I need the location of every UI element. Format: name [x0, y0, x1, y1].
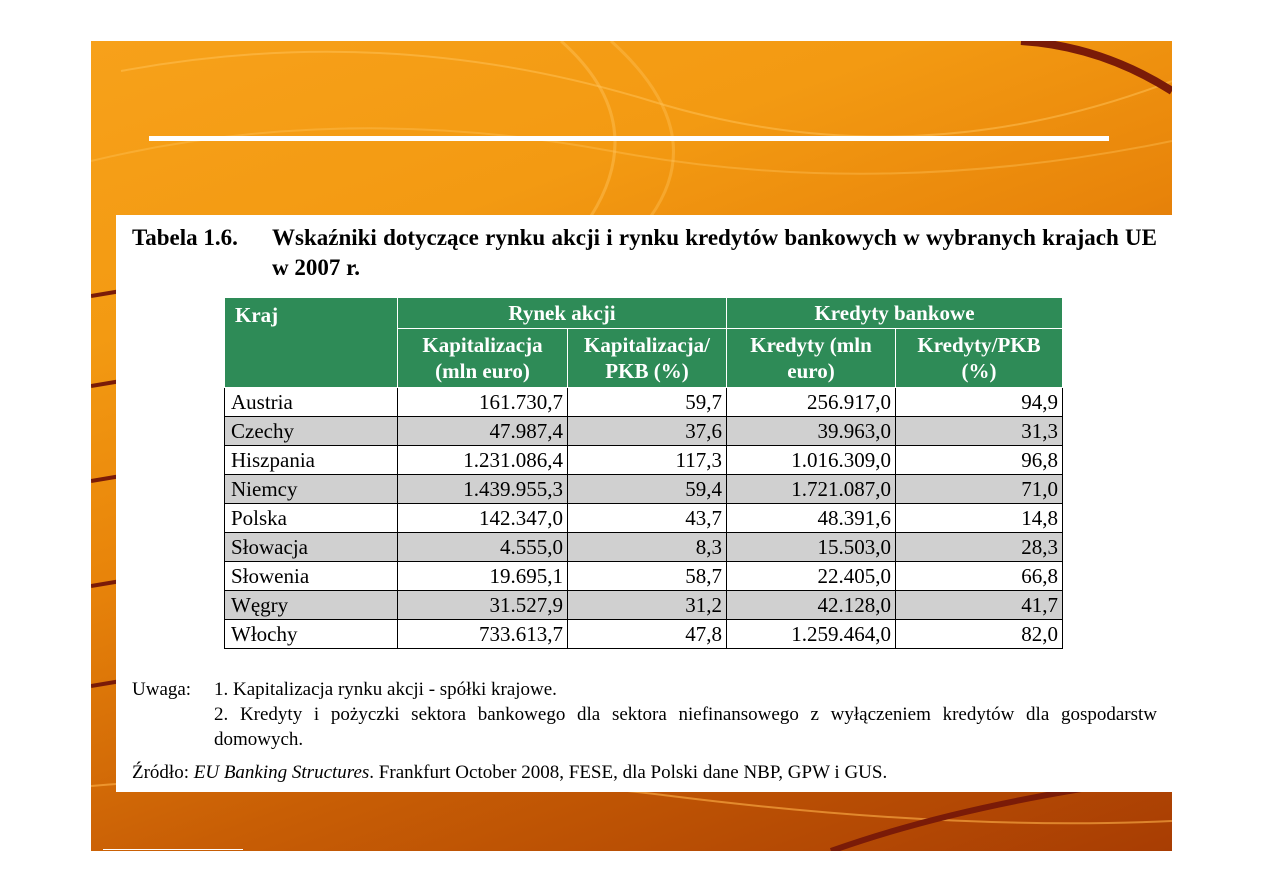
capitalization-pkb-cell: 59,4 [568, 475, 727, 504]
table-row [225, 504, 1063, 533]
capitalization-pkb-cell: 37,6 [568, 417, 727, 446]
title-underline [149, 136, 1109, 141]
credits-cell: 42.128,0 [727, 591, 896, 620]
table-row [225, 533, 1063, 562]
header-group-credits: Kredyty bankowe [727, 298, 1063, 329]
header-capitalization: Kapitalizacja (mln euro) [398, 329, 568, 388]
credits-pkb-cell: 96,8 [896, 446, 1063, 475]
credits-cell: 1.016.309,0 [727, 446, 896, 475]
capitalization-pkb-cell: 31,2 [568, 591, 727, 620]
caption-text: Wskaźniki dotyczące rynku akcji i rynku kredytów bankowych w wybranych krajach UE w 2007 r. [272, 225, 1157, 280]
header-credits-pkb: Kredyty/PKB (%) [896, 329, 1063, 388]
footer-rule [103, 849, 243, 850]
country-cell: Hiszpania [225, 446, 398, 475]
credits-pkb-cell: 14,8 [896, 504, 1063, 533]
table-row [225, 446, 1063, 475]
table-image-panel [116, 215, 1172, 792]
source-line [132, 760, 1157, 785]
table-row [225, 620, 1063, 649]
notes-label: Uwaga: [132, 679, 192, 700]
note-1: 1. Kapitalizacja rynku akcji - spółki krajowe. [214, 679, 557, 700]
table-caption [132, 223, 1157, 283]
credits-cell: 256.917,0 [727, 388, 896, 417]
source-label: Źródło: [132, 762, 189, 783]
table-row [225, 591, 1063, 620]
credits-cell: 48.391,6 [727, 504, 896, 533]
source-details: . Frankfurt October 2008, FESE, dla Polski dane NBP, GPW i GUS. [369, 762, 888, 783]
country-cell: Węgry [225, 591, 398, 620]
capitalization-cell: 47.987,4 [398, 417, 568, 446]
credits-pkb-cell: 66,8 [896, 562, 1063, 591]
header-group-stocks: Rynek akcji [398, 298, 727, 329]
country-cell: Włochy [225, 620, 398, 649]
credits-cell: 39.963,0 [727, 417, 896, 446]
credits-cell: 15.503,0 [727, 533, 896, 562]
table-row [225, 388, 1063, 417]
data-table [224, 297, 1063, 649]
country-cell: Polska [225, 504, 398, 533]
credits-pkb-cell: 31,3 [896, 417, 1063, 446]
capitalization-pkb-cell: 8,3 [568, 533, 727, 562]
header-credits: Kredyty (mln euro) [727, 329, 896, 388]
country-cell: Niemcy [225, 475, 398, 504]
capitalization-pkb-cell: 58,7 [568, 562, 727, 591]
credits-pkb-cell: 71,0 [896, 475, 1063, 504]
credits-cell: 22.405,0 [727, 562, 896, 591]
capitalization-cell: 31.527,9 [398, 591, 568, 620]
credits-cell: 1.259.464,0 [727, 620, 896, 649]
capitalization-cell: 1.231.086,4 [398, 446, 568, 475]
capitalization-cell: 19.695,1 [398, 562, 568, 591]
capitalization-cell: 142.347,0 [398, 504, 568, 533]
capitalization-pkb-cell: 43,7 [568, 504, 727, 533]
credits-pkb-cell: 41,7 [896, 591, 1063, 620]
country-cell: Słowacja [225, 533, 398, 562]
country-cell: Austria [225, 388, 398, 417]
table-row [225, 562, 1063, 591]
caption-number: Tabela 1.6. [132, 225, 238, 250]
credits-cell: 1.721.087,0 [727, 475, 896, 504]
capitalization-cell: 161.730,7 [398, 388, 568, 417]
capitalization-pkb-cell: 59,7 [568, 388, 727, 417]
table-row [225, 417, 1063, 446]
capitalization-cell: 733.613,7 [398, 620, 568, 649]
credits-pkb-cell: 94,9 [896, 388, 1063, 417]
note-2: 2. Kredyty i pożyczki sektora bankowego dla sektora niefinansowego z wyłączeniem kredytów dla gospodarstw domowych. [214, 704, 1157, 750]
capitalization-pkb-cell: 117,3 [568, 446, 727, 475]
credits-pkb-cell: 82,0 [896, 620, 1063, 649]
capitalization-cell: 4.555,0 [398, 533, 568, 562]
header-capitalization-pkb: Kapitalizacja/ PKB (%) [568, 329, 727, 388]
table-notes [132, 677, 1157, 785]
source-title: EU Banking Structures [193, 762, 370, 783]
table-row [225, 475, 1063, 504]
header-country: Kraj [225, 298, 398, 388]
country-cell: Słowenia [225, 562, 398, 591]
capitalization-pkb-cell: 47,8 [568, 620, 727, 649]
country-cell: Czechy [225, 417, 398, 446]
credits-pkb-cell: 28,3 [896, 533, 1063, 562]
capitalization-cell: 1.439.955,3 [398, 475, 568, 504]
